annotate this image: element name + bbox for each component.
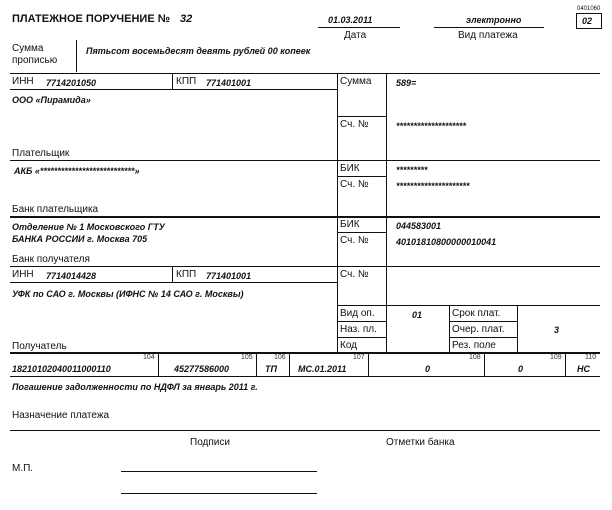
field-108-value: 0 [425,364,431,374]
field-104-value: 18210102040011000110 [12,364,111,374]
form-code-top: 0401060 [577,6,601,12]
payer-account: ******************** [396,121,467,131]
payer-inn-label: ИНН [12,76,34,87]
payee-account-label: Сч. № [340,269,369,280]
payer-bank-name: АКБ «***************************» [14,166,140,176]
payee-bank-bik: 044583001 [396,221,442,231]
field-109-value: 0 [518,364,524,374]
order-number: 32 [180,13,193,25]
payer-account-label: Сч. № [340,119,369,130]
payee-bank-name-1: Отделение № 1 Московского ГТУ [12,222,165,232]
payer-bank-account: ********************* [396,181,470,191]
bank-marks-label: Отметки банка [386,437,455,448]
payee-label: Получатель [12,341,67,352]
form-code: 02 [582,16,593,26]
payee-kpp: 771401001 [206,271,252,281]
payer-bank-account-label: Сч. № [340,179,369,190]
payee-bank-label: Банк получателя [12,254,90,265]
field-105-number: 105 [241,354,253,361]
amount-label: Сумма [340,76,372,87]
payer-inn: 7714201050 [46,78,97,88]
payee-name: УФК по САО г. Москвы (ИФНС № 14 САО г. Москвы) [12,289,244,299]
field-110-value: НС [577,364,590,374]
vid-op-label: Вид оп. [340,308,375,319]
signature-line-2 [121,493,317,494]
field-105-value: 45277586000 [174,364,230,374]
purpose-label: Назначение платежа [12,410,110,421]
field-104-number: 104 [143,354,155,361]
amount-words-label-1: Сумма [12,43,44,54]
payee-bank-account: 40101810800000010041 [396,237,497,247]
payer-name: ООО «Пирамида» [12,95,91,105]
stamp-label: М.П. [12,463,34,474]
purpose-value: Погашение задолженности по НДФЛ за январь 2011 г. [12,382,258,392]
field-110-number: 110 [585,354,597,361]
field-107-value: МС.01.2011 [298,364,347,374]
payer-kpp: 771401001 [206,78,252,88]
payee-bank-account-label: Сч. № [340,235,369,246]
amount-value: 589= [396,78,417,88]
signature-line-1 [121,471,317,472]
payer-kpp-label: КПП [176,76,197,87]
field-106-number: 106 [274,354,286,361]
srok-label: Срок плат. [452,308,501,319]
ocher-label: Очер. плат. [452,324,505,335]
payee-bank-bik-label: БИК [340,219,360,230]
amount-words-value: Пятьсот восемьдесят девять рублей 00 копеек [86,46,311,56]
payment-type-label: Вид платежа [458,30,518,41]
rez-label: Рез. поле [452,340,496,351]
field-107-number: 107 [353,354,365,361]
date-label: Дата [344,30,367,41]
payee-kpp-label: КПП [176,269,197,280]
payee-inn: 7714014428 [46,271,97,281]
date-value: 01.03.2011 [328,15,373,25]
payer-bank-label: Банк плательщика [12,204,99,215]
amount-words-label-2: прописью [12,55,58,66]
kod-label: Код [340,340,358,351]
payee-inn-label: ИНН [12,269,34,280]
payee-bank-name-2: БАНКА РОССИИ г. Москва 705 [12,234,148,244]
payer-bank-bik-label: БИК [340,163,360,174]
field-106-value: ТП [265,364,277,374]
field-108-number: 108 [469,354,481,361]
naz-pl-label: Наз. пл. [340,324,377,335]
payment-type-value: электронно [466,15,522,25]
ocher-value: 3 [554,325,560,335]
payer-bank-bik: ********* [396,165,428,175]
field-109-number: 109 [550,354,562,361]
signatures-label: Подписи [190,437,230,448]
payer-label: Плательщик [12,148,70,159]
vid-op-value: 01 [412,310,423,320]
form-title: ПЛАТЕЖНОЕ ПОРУЧЕНИЕ № [12,13,170,25]
